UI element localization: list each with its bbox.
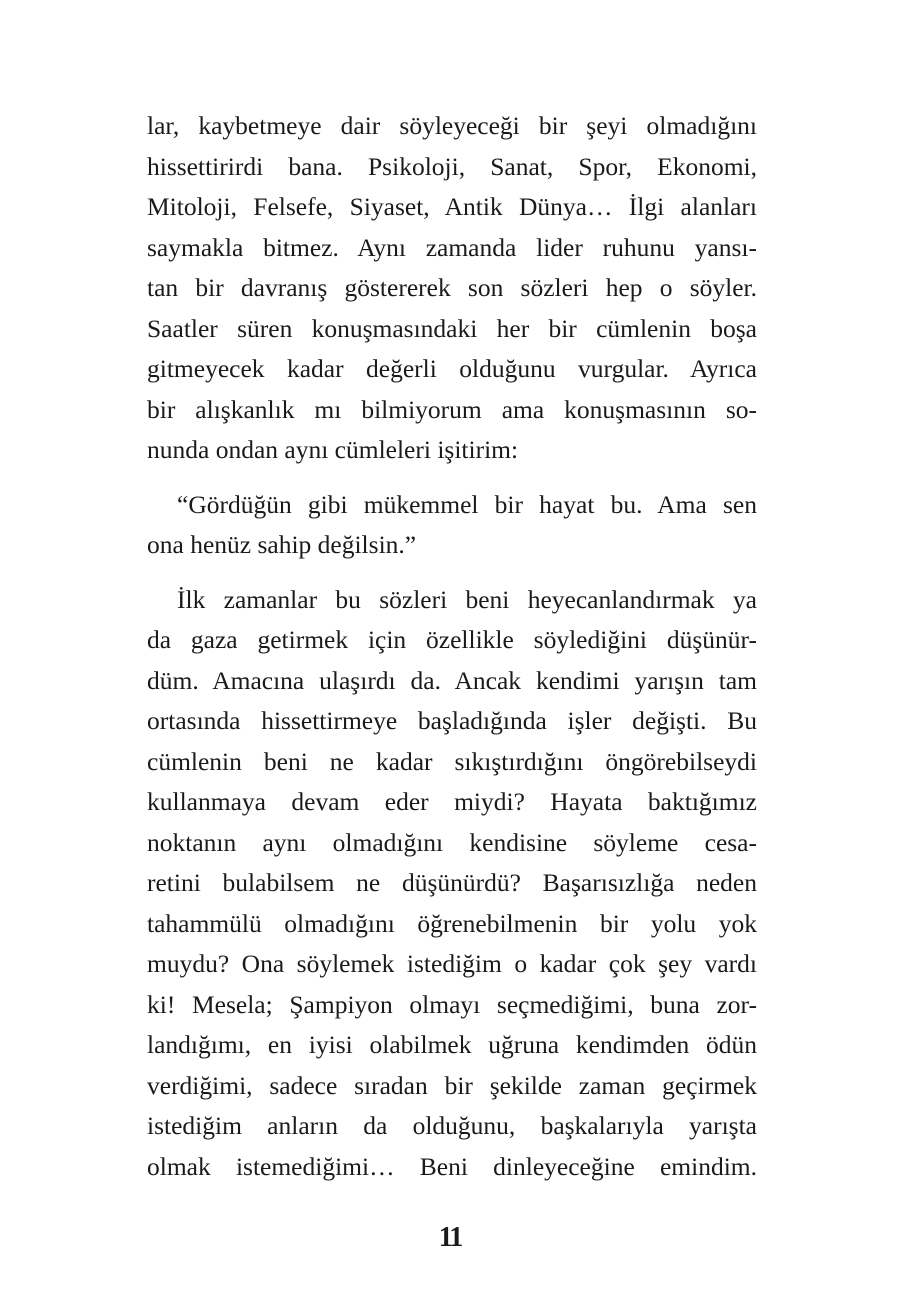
text-line: cümlenin beni ne kadar sıkıştırdığını öngörebilseydi <box>147 746 757 776</box>
text-line: saymakla bitmez. Aynı zamanda lider ruhunu yansı- <box>147 232 757 262</box>
text-line: tahammülü olmadığını öğrenebilmenin bir yolu yok <box>147 908 757 938</box>
text-line: hissettirirdi bana. Psikoloji, Sanat, Spor, Ekonomi, <box>147 151 757 181</box>
paragraph-1 <box>147 106 757 471</box>
text-line: tan bir davranış göstererek son sözleri hep o söyler. <box>147 273 757 302</box>
page-number: 11 <box>438 1222 462 1253</box>
text-line: muydu? Ona söylemek istediğim o kadar çok şey vardı <box>147 949 757 978</box>
text-line: kullanmaya devam eder miydi? Hayata baktığımız <box>147 787 757 816</box>
text-line: retini bulabilsem ne düşünürdü? Başarısızlığa neden <box>147 868 757 897</box>
text-line: İlk zamanlar bu sözleri beni heyecanlandırmak ya <box>177 584 757 614</box>
page-body <box>147 106 757 1187</box>
paragraph-3 <box>147 580 757 1188</box>
text-line: ona henüz sahip değilsin.” <box>147 530 417 559</box>
text-line: da gaza getirmek için özellikle söylediğini düşünür- <box>147 625 757 654</box>
text-line: noktanın aynı olmadığını kendisine söyleme cesa- <box>147 827 757 857</box>
text-line: landığımı, en iyisi olabilmek uğruna kendimden ödün <box>147 1030 757 1059</box>
text-line: düm. Amacına ulaşırdı da. Ancak kendimi yarışın tam <box>147 665 757 695</box>
text-line: olmak istemediğimi… Beni dinleyeceğine emindim. <box>147 1151 757 1181</box>
text-line: ki! Mesela; Şampiyon olmayı seçmediğimi, buna zor- <box>147 989 757 1019</box>
text-line: lar, kaybetmeye dair söyleyeceği bir şeyi olmadığını <box>147 111 757 140</box>
text-line: istediğim anların da olduğunu, başkalarıyla yarışta <box>147 1111 757 1140</box>
paragraph-spacer <box>147 471 757 485</box>
paragraph-2-quote <box>147 485 757 566</box>
text-line: “Gördüğün gibi mükemmel bir hayat bu. Ama sen <box>177 489 757 519</box>
text-line: ortasında hissettirmeye başladığında işler değişti. Bu <box>147 706 757 735</box>
text-line: verdiğimi, sadece sıradan bir şekilde zaman geçirmek <box>147 1070 757 1100</box>
text-line: nunda ondan aynı cümleleri işitirim: <box>147 435 519 464</box>
text-line: gitmeyecek kadar değerli olduğunu vurgular. Ayrıca <box>147 354 757 383</box>
text-line: Mitoloji, Felsefe, Siyaset, Antik Dünya… İlgi alanları <box>147 192 757 221</box>
text-line: bir alışkanlık mı bilmiyorum ama konuşmasının so- <box>147 394 757 424</box>
text-line: Saatler süren konuşmasındaki her bir cümlenin boşa <box>147 313 757 343</box>
paragraph-spacer <box>147 566 757 580</box>
